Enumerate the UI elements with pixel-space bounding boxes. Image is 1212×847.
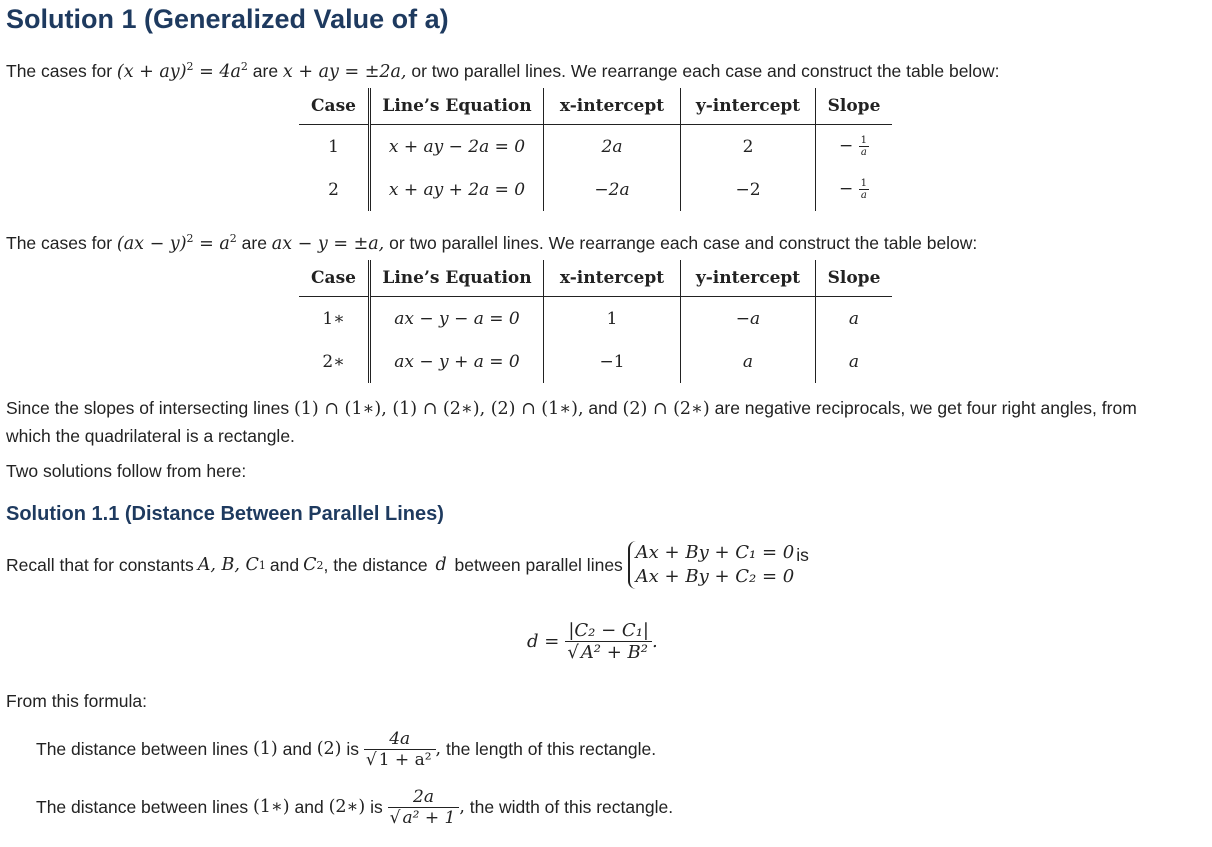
cell-case: 1∗ [299,297,370,341]
text: and [269,554,300,575]
cell-x-intercept: 2a [544,125,681,169]
subsolution-heading: Solution 1.1 (Distance Between Parallel Lines) [6,503,444,525]
text: or two parallel lines. We rearrange each case and construct the table below: [406,60,1000,81]
cell-x-intercept: −2a [544,168,681,211]
math: (2) [316,739,342,759]
table-row [299,125,892,169]
slopes-paragraph [6,395,1186,450]
text: , the distance [323,554,433,575]
line-system [628,541,795,589]
text: is [796,545,809,565]
text: the length of this rectangle. [441,738,657,759]
formula-den-radicand: A² + B² [580,642,648,663]
text: are [236,232,272,253]
length-fraction [364,729,436,770]
num: 4a [389,728,411,749]
text: Since the slopes of intersecting lines [6,398,294,418]
cases-table-1 [299,88,892,211]
text: The distance between lines [36,796,253,817]
math-sup: 2 [240,60,248,73]
text: The cases for [6,60,117,81]
formula-fraction [565,620,652,663]
tail: , [435,739,442,759]
radicand: 1 + a² [378,749,432,770]
header-equation: Line’s Equation [370,88,544,125]
math: C [303,555,317,575]
num: 2a [413,786,434,807]
table-row [299,297,892,341]
math-sup: 2 [186,60,194,73]
cell-equation: ax − y − a = 0 [370,297,544,341]
cell-x-intercept: 1 [544,297,681,341]
cell-y-intercept: −a [681,297,816,341]
cell-slope: a [848,308,860,329]
list-item [36,720,673,778]
header-slope: Slope [816,260,893,297]
slope-sign: − [838,136,854,156]
two-solutions-paragraph: Two solutions follow from here: [6,461,247,481]
list-item [36,778,673,836]
cell-y-intercept: a [681,340,816,383]
math-sub: 2 [316,558,324,572]
cases-paragraph-2 [6,225,977,258]
tail: , [459,797,465,817]
from-formula-paragraph: From this formula: [6,691,147,711]
math: d [435,555,447,575]
text: are negative reciprocals, we get four right angles, from which the quadrilateral is a rectangle. [6,398,1137,446]
math: = a [193,233,230,254]
solution-heading: Solution 1 (Generalized Value of a) [6,4,449,34]
cases-paragraph-1 [6,53,1000,86]
header-x-intercept: x-intercept [544,260,681,297]
math: (ax − y) [116,233,187,254]
text: and [289,796,329,817]
header-x-intercept: x-intercept [544,88,681,125]
text: The distance between lines [36,738,253,759]
cell-y-intercept: 2 [681,125,816,169]
formula-num: |C₂ − C₁| [568,620,649,641]
den: a [859,146,869,158]
text: the width of this rectangle. [464,796,674,817]
math: (1∗) [252,797,290,817]
cell-equation: x + ay − 2a = 0 [370,125,544,169]
system-eq-1: Ax + By + C₁ = 0 [635,542,795,563]
distance-list [10,720,673,836]
math: (x + ay) [116,61,187,82]
slope-fraction [859,178,869,201]
num: 1 [860,178,868,189]
cell-slope [816,168,893,211]
system-eq-2: Ax + By + C₂ = 0 [635,566,795,587]
text: is [341,738,364,759]
slope-fraction [859,135,869,158]
slope-sign: − [838,179,854,199]
cases-table-2 [299,260,892,383]
cell-case: 2∗ [299,340,370,383]
header-equation: Line’s Equation [370,260,544,297]
cell-case: 1 [299,125,370,169]
text: or two parallel lines. We rearrange each case and construct the table below: [384,232,978,253]
cell-slope [816,125,893,169]
formula-lhs: d = [527,631,560,652]
math-sup: 2 [229,232,237,245]
den: √ a² + 1 [388,807,460,828]
den: √ 1 + a² [364,749,436,770]
cell-equation: x + ay + 2a = 0 [370,168,544,211]
radicand: a² + 1 [402,807,456,828]
math: = 4a [193,61,241,82]
header-case: Case [299,88,370,125]
den: a [859,189,869,201]
formula-den: √ A² + B² [565,641,652,663]
distance-formula [527,620,658,663]
math: (2) ∩ (2∗) [622,399,710,419]
text: is [365,796,388,817]
text: The cases for [6,232,117,253]
math: (1) ∩ (1∗), (1) ∩ (2∗), (2) ∩ (1∗), [293,399,584,419]
cell-slope: a [848,351,860,372]
math-sup: 2 [186,232,194,245]
header-y-intercept: y-intercept [681,260,816,297]
table-row [299,168,892,211]
cell-x-intercept: −1 [544,340,681,383]
header-y-intercept: y-intercept [681,88,816,125]
text: and [583,398,623,418]
math: (2∗) [328,797,366,817]
math-sub: 1 [258,558,266,572]
width-fraction [388,787,460,828]
header-case: Case [299,260,370,297]
text: Recall that for constants [6,554,194,575]
math: (1) [252,739,278,759]
formula-tail: . [652,631,658,652]
text: and [277,738,317,759]
math: x + ay = ±2a, [282,61,407,82]
math: A, B, C [197,555,259,575]
text: are [247,60,283,81]
text: between parallel lines [449,554,628,575]
table-row [299,340,892,383]
num: 1 [860,135,868,146]
recall-paragraph [6,541,809,589]
cell-equation: ax − y + a = 0 [370,340,544,383]
header-slope: Slope [816,88,893,125]
cell-case: 2 [299,168,370,211]
math: ax − y = ±a, [271,233,385,254]
cell-y-intercept: −2 [681,168,816,211]
